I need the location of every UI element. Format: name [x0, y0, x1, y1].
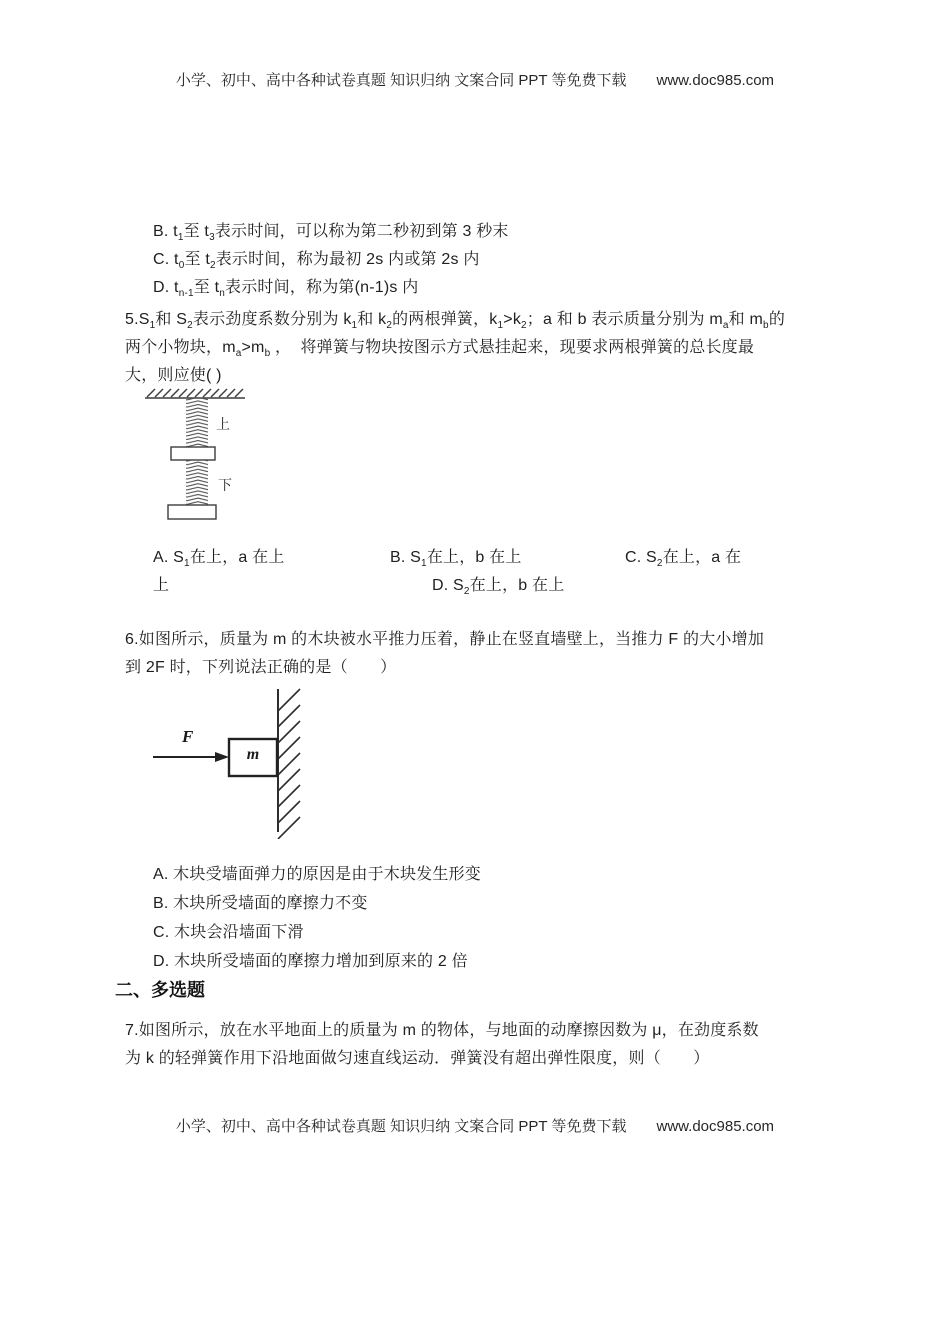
- question5-line1: $5.S_1$和 $S_2$表示劲度系数分别为 $k_1$和 $k_2$的两根弹簧，$k_1>k_2$；a 和 b 表示质量分别为 $m_a$和 $m_b$的: [125, 311, 786, 332]
- lower-spring-label: 下: [218, 477, 232, 493]
- upper-spring-coil: [186, 398, 208, 447]
- question5-option-c: C. $S_2$在上，a 在: [625, 549, 742, 570]
- section2-heading: 二、多选题: [115, 980, 205, 1000]
- question7-line1: 7.如图所示，放在水平地面上的质量为 m 的物体，与地面的动摩擦因数为 μ，在劲度系数: [125, 1022, 759, 1039]
- prev-question-option-d: D. $t_{n-1}$至 $t_n$表示时间，称为第(n-1)s 内: [153, 279, 419, 300]
- question7-line2: 为 k 的轻弹簧作用下沿地面做匀速直线运动．弹簧没有超出弹性限度，则（ ）: [125, 1050, 710, 1067]
- question6-option-d: D. 木块所受墙面的摩擦力增加到原来的 2 倍: [153, 953, 468, 970]
- question6-line2: 到 2F 时，下列说法正确的是（ ）: [125, 659, 397, 676]
- footer-site-url: www.doc985.com: [656, 1118, 775, 1135]
- prev-question-option-c: C. $t_0$至 $t_2$表示时间，称为最初 2s 内或第 2s 内: [153, 251, 480, 272]
- question6-option-c: C. 木块会沿墙面下滑: [153, 924, 304, 941]
- header-site-url: www.doc985.com: [656, 72, 775, 89]
- block-b: [168, 505, 216, 519]
- force-label: F: [182, 727, 194, 746]
- force-arrow: [153, 752, 229, 762]
- footer-promo-text: 小学、初中、高中各种试卷真题 知识归纳 文案合同 PPT 等免费下载: [175, 1118, 627, 1135]
- question6-option-b: B. 木块所受墙面的摩擦力不变: [153, 895, 368, 912]
- question5-option-d: D. $S_2$在上，b 在上: [432, 577, 565, 598]
- question5-option-c-continuation: 上: [153, 577, 170, 594]
- ceiling-hatching: [145, 389, 245, 398]
- header-promo-text: 小学、初中、高中各种试卷真题 知识归纳 文案合同 PPT 等免费下载: [175, 72, 627, 89]
- question5-option-b: B. $S_1$在上，b 在上: [390, 549, 522, 570]
- spring-figure: [143, 386, 253, 528]
- prev-question-option-b: B. $t_1$至 $t_3$表示时间，可以称为第二秒初到第 3 秒末: [153, 223, 509, 244]
- wall-hatching: [278, 689, 300, 839]
- question6-option-a: A. 木块受墙面弹力的原因是由于木块发生形变: [153, 866, 481, 883]
- wall-block-figure: [148, 687, 313, 839]
- upper-spring-label: 上: [216, 416, 230, 432]
- question6-line1: 6.如图所示，质量为 m 的木块被水平推力压着，静止在竖直墙壁上，当推力 F 的大小增加: [125, 631, 765, 648]
- page-footer: [0, 1115, 950, 1136]
- question5-option-a: A. $S_1$在上，a 在上: [153, 549, 285, 570]
- page-header: [0, 69, 950, 90]
- question5-line2: 两个小物块，$m_a>m_b$ ， 将弹簧与物块按图示方式悬挂起来，现要求两根弹簧的总长度最: [125, 339, 755, 360]
- lower-spring-coil: [186, 460, 208, 505]
- block-a: [171, 447, 215, 460]
- mass-label: m: [246, 746, 260, 763]
- question5-line3: 大，则应使( ): [125, 367, 222, 384]
- spring-diagram-svg: [143, 386, 253, 528]
